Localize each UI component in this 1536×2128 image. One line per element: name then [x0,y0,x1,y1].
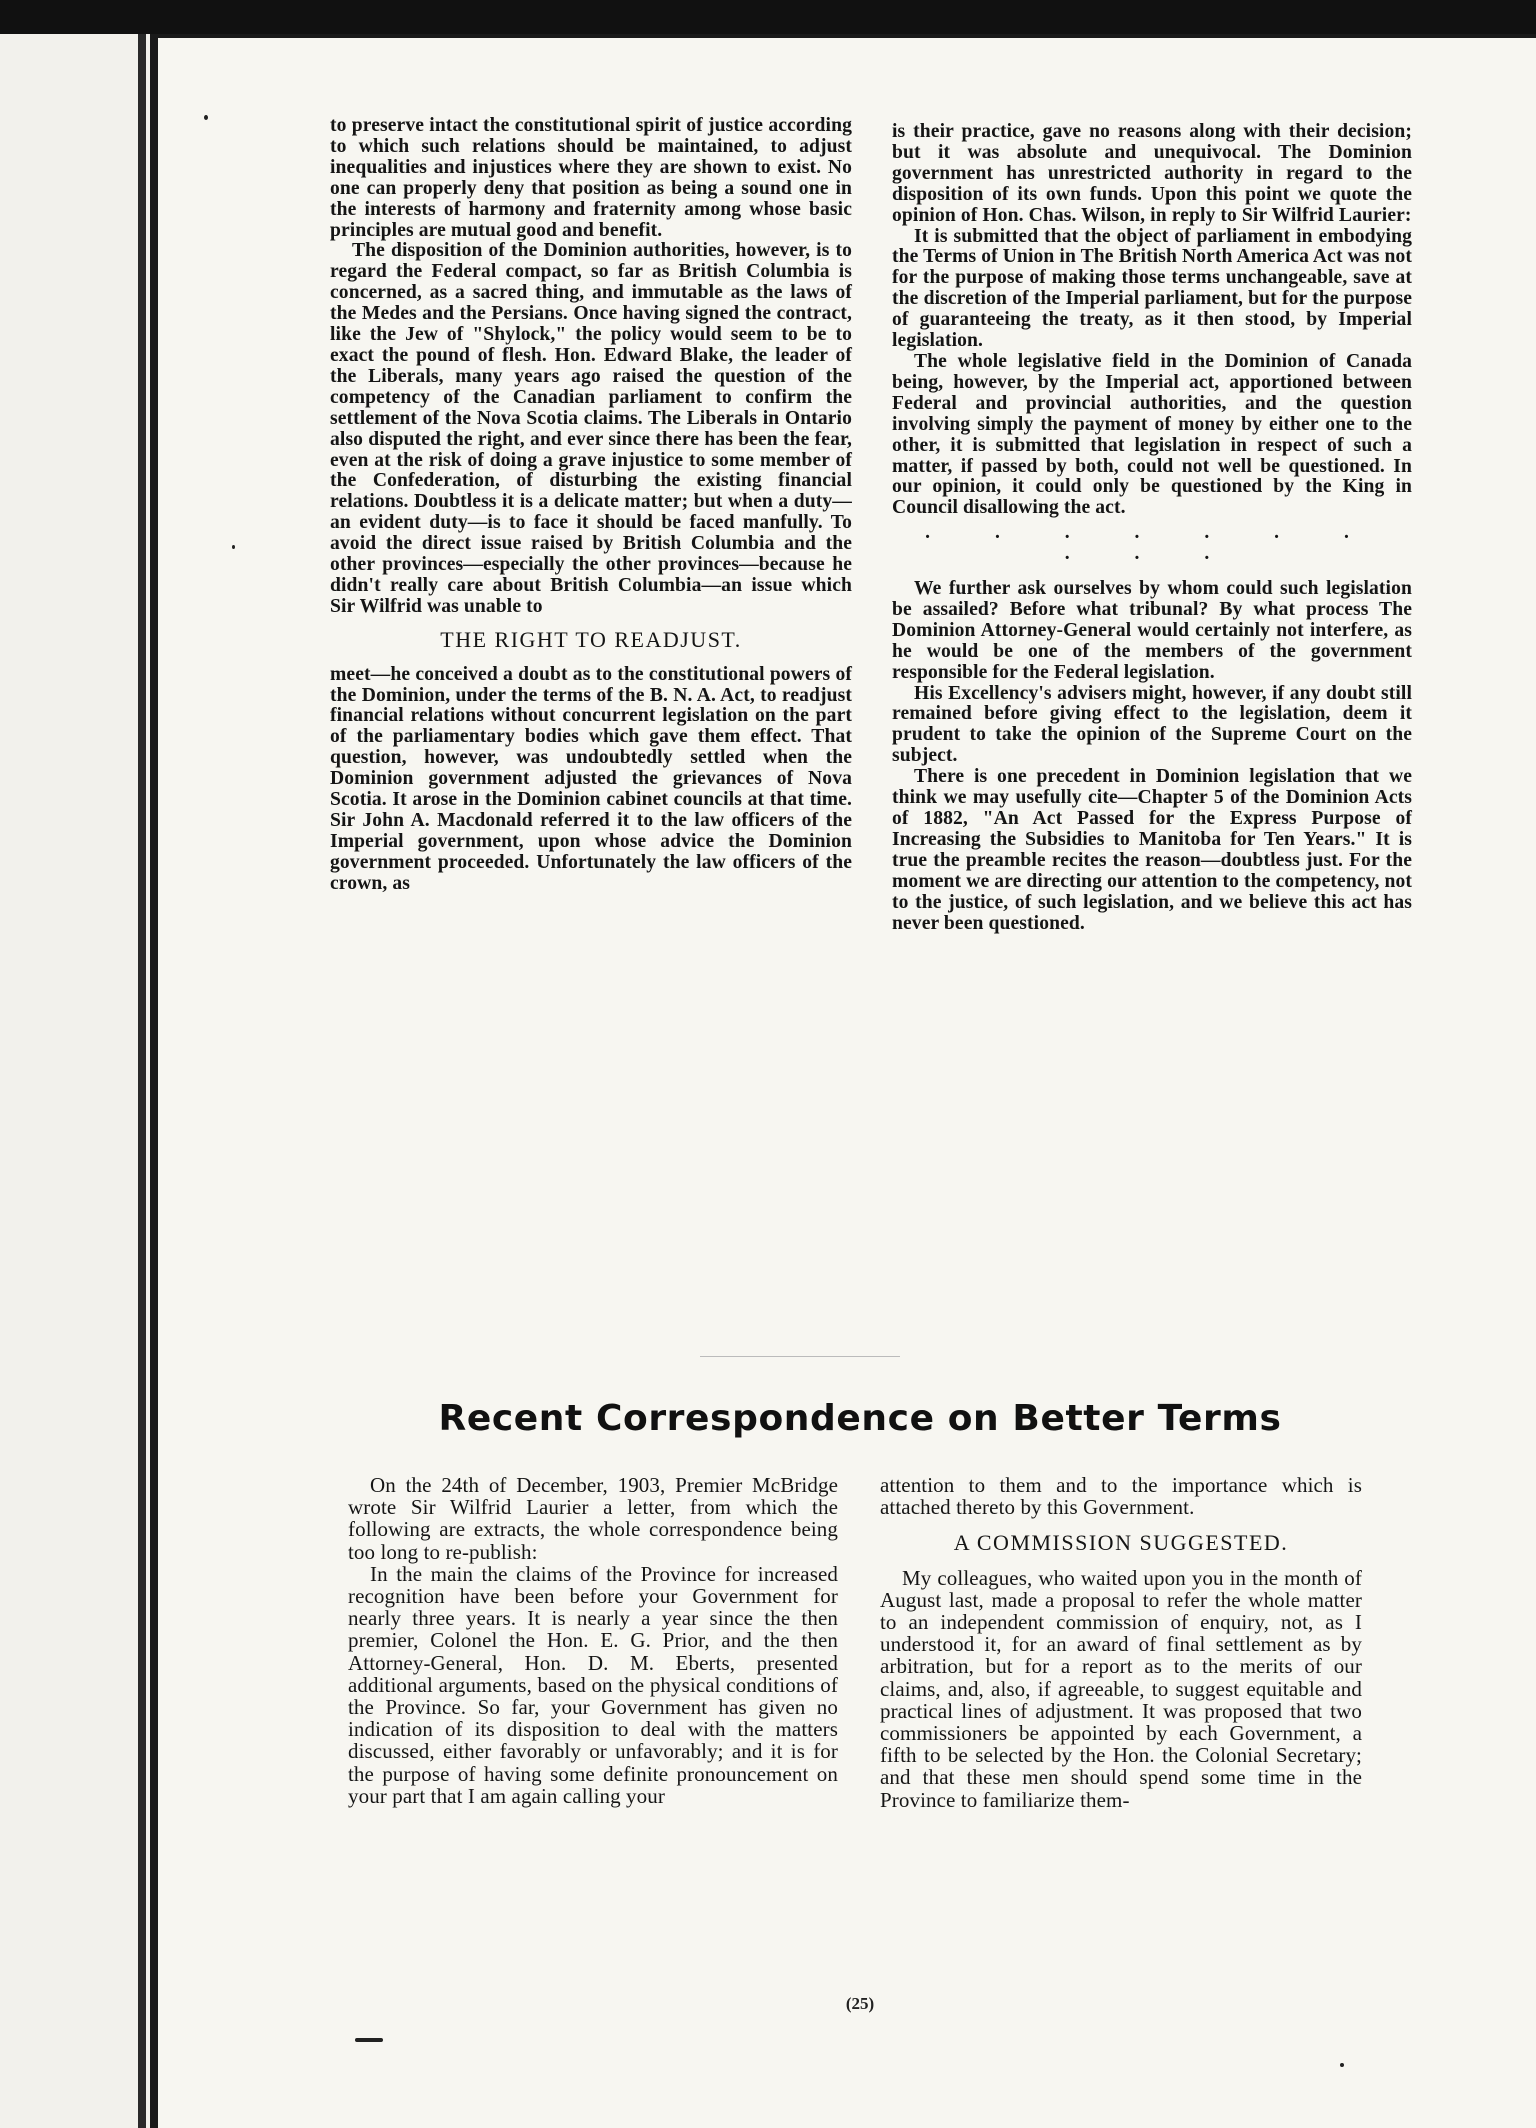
paragraph: There is one precedent in Dominion legislation that we think we may usefully cite—Chapter 5 of the Dominion Acts of 1882, "An Act Passed for the Express Purpose of Increasing the Subsidies to Manitoba for Ten Years." It is true the preamble recites the reason—doubtless just. For the moment we are directing our attention to the competency, not to the justice, of such legislation, and we believe this act has never been questioned. [892,766,1412,934]
paragraph: In the main the claims of the Province for increased recognition have been before your Government for nearly three years. It is nearly a year since the then premier, Colonel the Hon. E. G. Prior, and the then Attorney-General, Hon. D. M. Eberts, presented additional arguments, based on the physical conditions of the Province. So far, your Government has given no indication of its disposition to deal with the matters discussed, either favorably or unfavorably; and it is for the purpose of having some definite pronouncement on your part that I am again calling your [348,1561,838,1808]
quoted-paragraph: The whole legislative field in the Dominion of Canada being, however, by the Imperial act, apportioned between Federal and provincial authorities, and the question involving simply the payment of money by either one to the other, it is submitted that legislation in respect of such a matter, if passed by both, could not well be questioned. In our opinion, it could only be questioned by the King in Council disallowing the act. [892,350,1412,519]
scan-speck [1340,2063,1344,2067]
facing-page-margin [0,34,150,2128]
paragraph: is their practice, gave no reasons along with their decision; but it was absolute and unequivocal. The Dominion government has unrestricted authority in regard to the disposition of its own funds. Upon this point we quote the opinion of Hon. Chas. Wilson, in reply to Sir Wilfrid Laurier: [892,121,1412,226]
subheading-commission-suggested: A COMMISSION SUGGESTED. [953,1530,1289,1556]
scan-smudge [355,2038,383,2042]
scan-speck [204,115,208,120]
paragraph: attention to them and to the importance which is attached thereto by this Government. [880,1473,1362,1520]
paragraph: We further ask ourselves by whom could such legislation be assailed? Before what tribunal? By what process The Dominion Attorney-General would certainly not interfere, as he would be one of the members of the government responsible for the Federal legislation. [892,578,1412,683]
section-divider [700,1356,900,1357]
subheading-right-to-readjust: THE RIGHT TO READJUST. [440,626,742,652]
top-left-column [330,116,852,895]
paragraph: to preserve intact the constitutional spirit of justice according to which such relations should be maintained, to adjust inequalities and injustices where they are shown to exist. No one can properly deny that position as being a sound one in the interests of harmony and fraternity among whose basic principles are mutual good and benefit. [330,115,852,241]
ellipsis-divider: . . . . . . . . . . [925,522,1379,565]
paragraph: The disposition of the Dominion authorities, however, is to regard the Federal compact, so far as British Columbia is concerned, as a sacred thing, and immutable as the laws of the Medes and the Persians. Once having signed the contract, like the Jew of "Shylock," the policy would seem to be to exact the pound of flesh. Hon. Edward Blake, the leader of the Liberals, many years ago raised the question of the competency of the Canadian parliament to confirm the settlement of the Nova Scotia claims. The Liberals in Ontario also disputed the right, and ever since there has been the fear, even at the risk of doing a grave injustice to some member of the Confederation, of disturbing the existing financial relations. Doubtless it is a delicate matter; but when a duty—an evident duty—is to face it should be faced manfully. To avoid the direct issue raised by British Columbia and the other provinces—especially the other provinces—because he didn't really care about British Columbia—an issue which Sir Wilfrid was unable to [330,240,852,617]
paragraph: My colleagues, who waited upon you in the month of August last, made a proposal to refer the whole matter to an independent commission of enquiry, not, as I understood it, for an award of final settlement as by arbitration, but for a report as to the merits of our claims, and, also, if agreeable, to suggest equitable and practical lines of adjustment. It was proposed that two commissioners be appointed by each Government, a fifth to be selected by the Hon. the Colonial Secretary; and that these men should spend some time in the Province to familiarize them- [880,1565,1362,1812]
book-gutter [138,34,146,2128]
paragraph: His Excellency's advisers might, however, if any doubt still remained before giving effect to the legislation, deem it prudent to take the opinion of the Supreme Court on the subject. [892,682,1412,767]
top-right-column [892,122,1412,934]
paragraph: meet—he conceived a doubt as to the constitutional powers of the Dominion, under the terms of the B. N. A. Act, to readjust financial relations without concurrent legislation on the part of the parliamentary bodies which gave them effect. That question, however, was undoubtedly settled when the Dominion government adjusted the grievances of Nova Scotia. It arose in the Dominion cabinet councils at that time. Sir John A. Macdonald referred it to the law officers of the Imperial government, upon whose advice the Dominion government proceeded. Unfortunately the law officers of the crown, as [330,663,852,894]
scanner-top-bar [0,0,1536,34]
bottom-left-column [348,1474,838,1807]
page-number: (25) [845,1994,875,2013]
paragraph: On the 24th of December, 1903, Premier McBridge wrote Sir Wilfrid Laurier a letter, from which the following are extracts, the whole correspondence being too long to re-publish: [348,1473,838,1564]
quoted-paragraph: It is submitted that the object of parliament in embodying the Terms of Union in The British North America Act was not for the purpose of making those terms unchangeable, save at the discretion of the Imperial parliament, but for the purpose of guaranteeing the treaty, as it then stood, by Imperial legislation. [892,225,1412,352]
scan-speck [232,545,235,549]
bottom-right-column [880,1474,1362,1811]
article-headline: Recent Correspondence on Better Terms [438,1398,1282,1439]
